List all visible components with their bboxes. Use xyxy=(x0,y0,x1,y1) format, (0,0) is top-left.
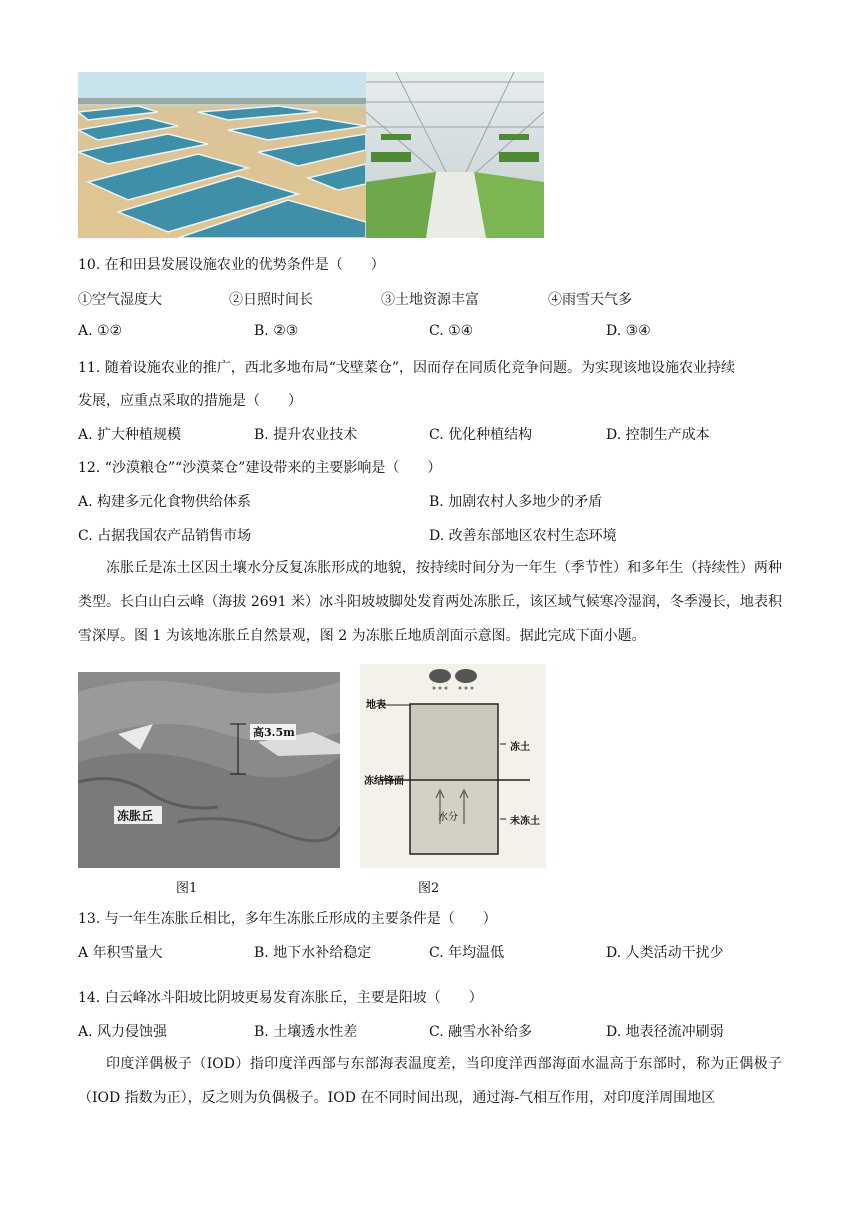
q14-stem: 14. 白云峰冰斗阳坡比阴坡更易发育冻胀丘，主要是阳坡（ ） xyxy=(78,990,483,1006)
q14-option-d: D. 地表径流冲刷弱 xyxy=(606,1024,724,1040)
q12-stem: 12. “沙漠粮仓”“沙漠菜仓”建设带来的主要影响是（ ） xyxy=(78,460,442,476)
q10-option-a: A. ①② xyxy=(78,323,123,339)
greenhouse-field-photo xyxy=(78,72,366,238)
q12-option-b: B. 加剧农村人多地少的矛盾 xyxy=(429,494,603,510)
q10-item-4: ④雨雪天气多 xyxy=(548,292,632,308)
q10-item-3: ③土地资源丰富 xyxy=(381,292,479,308)
q10-stem: 10. 在和田县发展设施农业的优势条件是（ ） xyxy=(78,257,385,273)
q11-stem-line2: 发展，应重点采取的措施是（ ） xyxy=(78,393,302,409)
fig1-height-tag: 高3.5m xyxy=(253,726,295,739)
cloud-icon xyxy=(429,669,477,690)
q11-option-b: B. 提升农业技术 xyxy=(254,427,358,443)
q10-item-1: ①空气湿度大 xyxy=(78,292,162,308)
q13-option-c: C. 年均温低 xyxy=(429,945,505,961)
q11-option-c: C. 优化种植结构 xyxy=(429,427,533,443)
q13-option-a: A 年积雪量大 xyxy=(78,945,163,961)
greenhouse-interior-photo xyxy=(366,72,544,238)
q13-stem: 13. 与一年生冻胀丘相比，多年生冻胀丘形成的主要条件是（ ） xyxy=(78,911,497,927)
q14-option-c: C. 融雪水补给多 xyxy=(429,1024,533,1040)
fig2-freeze-front-label: 冻结锋面 xyxy=(364,776,404,787)
fig1-caption: 图1 xyxy=(176,881,198,896)
q11-option-d: D. 控制生产成本 xyxy=(606,427,710,443)
fig2-water-label: 水分 xyxy=(438,812,458,823)
frost-mound-photo xyxy=(78,672,340,868)
q13-option-b: B. 地下水补给稳定 xyxy=(254,945,372,961)
fig2-frozen-label: 冻土 xyxy=(510,742,530,753)
q10-option-b: B. ②③ xyxy=(254,323,299,339)
frost-mound-profile-diagram xyxy=(360,664,546,868)
q12-option-a: A. 构建多元化食物供给体系 xyxy=(78,494,252,510)
q12-option-c: C. 占据我国农产品销售市场 xyxy=(78,528,252,544)
q14-option-b: B. 土壤透水性差 xyxy=(254,1024,358,1040)
passage-frost-mound: 冻胀丘是冻土区因土壤水分反复冻胀形成的地貌，按持续时间分为一年生（季节性）和多年生（持续性）两种类型。长白山白云峰（海拔 2691 米）冰斗阳坡坡脚处发育两处冻胀丘，该区域气候寒冷湿润，冬季漫长，地表积雪深厚。图 1 为该地冻胀丘自然景观，图 2 为冻胀丘地质剖面示意图。据此完成下面小题。 xyxy=(78,560,782,644)
q11-option-a: A. 扩大种植规模 xyxy=(78,427,182,443)
fig2-unfrozen-label: 未冻土 xyxy=(510,816,540,827)
passage-iod: 印度洋偶极子（IOD）指印度洋西部与东部海表温度差，当印度洋西部海面水温高于东部时，称为正偶极子（IOD 指数为正），反之则为负偶极子。IOD 在不同时间出现，通过海-气相互作用，对印度洋周围地区 xyxy=(78,1056,782,1106)
q13-option-d: D. 人类活动干扰少 xyxy=(606,945,724,961)
q11-stem-line1: 11. 随着设施农业的推广，西北多地布局“戈壁菜仓”，因而存在同质化竞争问题。为实现该地设施农业持续 xyxy=(78,360,736,376)
q10-option-c: C. ①④ xyxy=(429,323,474,339)
q10-option-d: D. ③④ xyxy=(606,323,651,339)
fig2-caption: 图2 xyxy=(418,881,440,896)
q12-option-d: D. 改善东部地区农村生态环境 xyxy=(429,528,617,544)
fig2-surface-label: 地表 xyxy=(366,700,386,711)
fig1-mound-tag: 冻胀丘 xyxy=(117,809,154,823)
q14-option-a: A. 风力侵蚀强 xyxy=(78,1024,168,1040)
q10-item-2: ②日照时间长 xyxy=(229,292,313,308)
